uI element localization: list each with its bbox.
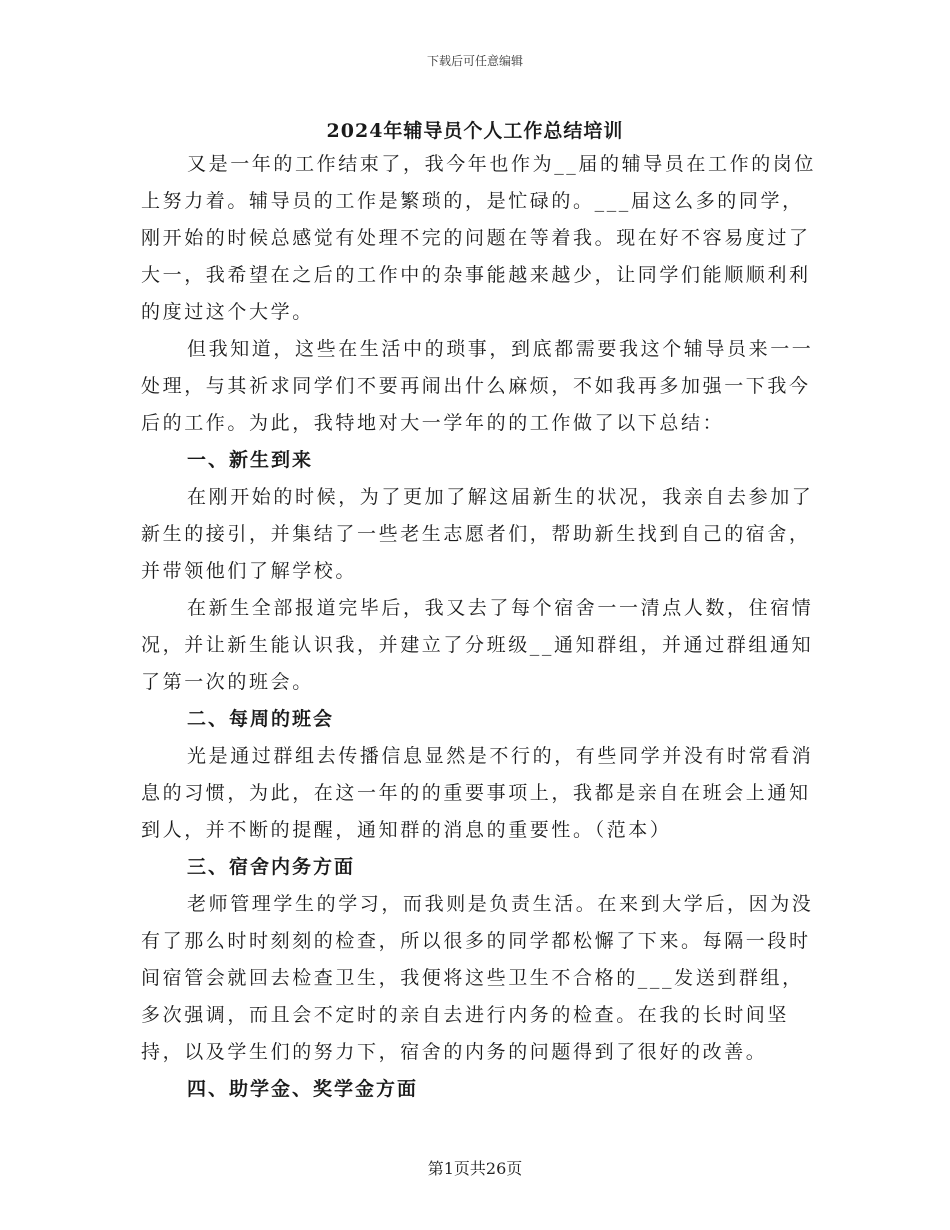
- paragraph: 在新生全部报道完毕后，我又去了每个宿舍一一清点人数，住宿情况，并让新生能认识我，并建立了分班级__通知群组，并通过群组通知了第一次的班会。: [141, 597, 814, 693]
- document-body: [141, 146, 821, 1108]
- section-heading: 二、每周的班会: [187, 708, 335, 730]
- paragraph: 又是一年的工作结束了，我今年也作为__届的辅导员在工作的岗位上努力着。辅导员的工作是繁琐的，是忙碌的。___届这么多的同学，刚开始的时候总感觉有处理不完的问题在等着我。现在好不容易度过了大一，我希望在之后的工作中的杂事能越来越少，让同学们能顺顺利利的度过这个大学。: [141, 153, 817, 323]
- section-heading: 一、新生到来: [187, 449, 314, 471]
- paragraph: 光是通过群组去传播信息显然是不行的，有些同学并没有时常看消息的习惯，为此，在这一年的的重要事项上，我都是亲自在班会上通知到人，并不断的提醒，通知群的消息的重要性。（范本）: [141, 745, 814, 841]
- section-heading: 三、宿舍内务方面: [187, 856, 356, 878]
- paragraph: 老师管理学生的学习，而我则是负责生活。在来到大学后，因为没有了那么时时刻刻的检查，所以很多的同学都松懈了下来。每隔一段时间宿管会就回去检查卫生，我便将这些卫生不合格的___发送到群组，多次强调，而且会不定时的亲自去进行内务的检查。在我的长时间坚持，以及学生们的努力下，宿舍的内务的问题得到了很好的改善。: [141, 893, 814, 1063]
- page-footer: 第1页共26页: [427, 1159, 523, 1178]
- page-header: 下载后可任意编辑: [426, 54, 523, 68]
- section-heading: 四、助学金、奖学金方面: [187, 1078, 419, 1100]
- paragraph: 但我知道，这些在生活中的琐事，到底都需要我这个辅导员来一一处理，与其祈求同学们不要再闹出什么麻烦，不如我再多加强一下我今后的工作。为此，我特地对大一学年的的工作做了以下总结：: [141, 338, 814, 434]
- document-title: 2024年辅导员个人工作总结培训: [326, 120, 624, 142]
- paragraph: 在刚开始的时候，为了更加了解这届新生的状况，我亲自去参加了新生的接引，并集结了一些老生志愿者们，帮助新生找到自己的宿舍，并带领他们了解学校。: [141, 486, 814, 582]
